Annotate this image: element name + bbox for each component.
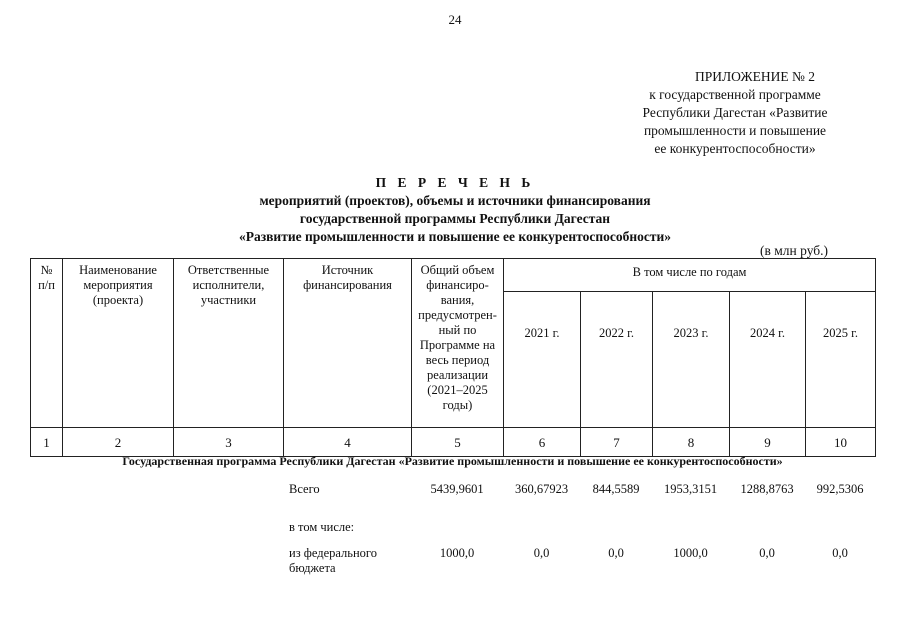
header-name: Наименование мероприятия (проекта) <box>63 259 174 428</box>
program-title: Государственная программа Республики Дагестан «Развитие промышленности и повышение ее конкурентоспособности» <box>122 454 783 468</box>
table-row <box>30 512 875 542</box>
appendix-line: ПРИЛОЖЕНИЕ № 2 <box>694 69 816 84</box>
value-cell: 992,5306 <box>816 482 864 496</box>
title-line: «Развитие промышленности и повышение ее конкурентоспособности» <box>238 229 672 244</box>
column-number: 8 <box>653 428 730 457</box>
value-cell: 360,67923 <box>514 482 569 496</box>
column-number: 4 <box>284 428 412 457</box>
header-by-years: В том числе по годам <box>504 259 876 292</box>
header-year: 2023 г. <box>653 292 730 428</box>
data-table <box>30 478 875 576</box>
units-note: (в млн руб.) <box>760 243 829 258</box>
appendix-line: Республики Дагестан «Развитие <box>642 105 828 120</box>
value-cell: 0,0 <box>608 546 624 560</box>
value-cell: 1000,0 <box>673 546 708 560</box>
value-cell: 844,5589 <box>592 482 640 496</box>
header-year: 2025 г. <box>806 292 876 428</box>
header-source: Источник финансирования <box>284 259 412 428</box>
column-number: 9 <box>730 428 806 457</box>
column-number: 6 <box>504 428 581 457</box>
column-number: 2 <box>63 428 174 457</box>
source-label: Всего <box>289 482 320 496</box>
column-number: 7 <box>581 428 653 457</box>
appendix-line: промышленности и повышение <box>643 123 827 138</box>
source-label: в том числе: <box>289 520 355 534</box>
header-year: 2024 г. <box>730 292 806 428</box>
document-title <box>120 174 790 246</box>
appendix-line: ее конкурентоспособности» <box>654 141 816 156</box>
value-cell: 1953,3151 <box>663 482 718 496</box>
header-total: Общий объем финансиро-вания, предусмотрен-ный по Программе на весь период реализации (2021–2025 годы) <box>412 259 504 428</box>
title-line: мероприятий (проектов), объемы и источники финансирования <box>259 193 651 208</box>
header-num: № п/п <box>31 259 63 428</box>
table-row <box>30 542 875 576</box>
value-cell: 0,0 <box>533 546 550 560</box>
header-year: 2022 г. <box>581 292 653 428</box>
column-number: 1 <box>31 428 63 457</box>
table-row <box>30 478 875 512</box>
header-executors: Ответственные исполнители, участники <box>174 259 284 428</box>
value-cell: 0,0 <box>759 546 775 560</box>
column-number: 5 <box>412 428 504 457</box>
column-number: 10 <box>806 428 876 457</box>
value-cell: 5439,9601 <box>430 482 484 496</box>
appendix-block <box>600 68 870 158</box>
page-number: 24 <box>448 12 462 27</box>
title-line: государственной программы Республики Дагестан <box>299 211 611 226</box>
value-cell: 0,0 <box>832 546 848 560</box>
value-cell: 1288,8763 <box>740 482 794 496</box>
source-label: из федерального бюджета <box>289 546 377 575</box>
appendix-line: к государственной программе <box>649 87 821 102</box>
title-heading: П Е Р Е Ч Е Н Ь <box>375 175 535 190</box>
header-table <box>30 258 876 457</box>
value-cell: 1000,0 <box>439 546 475 560</box>
column-number: 3 <box>174 428 284 457</box>
header-year: 2021 г. <box>504 292 581 428</box>
